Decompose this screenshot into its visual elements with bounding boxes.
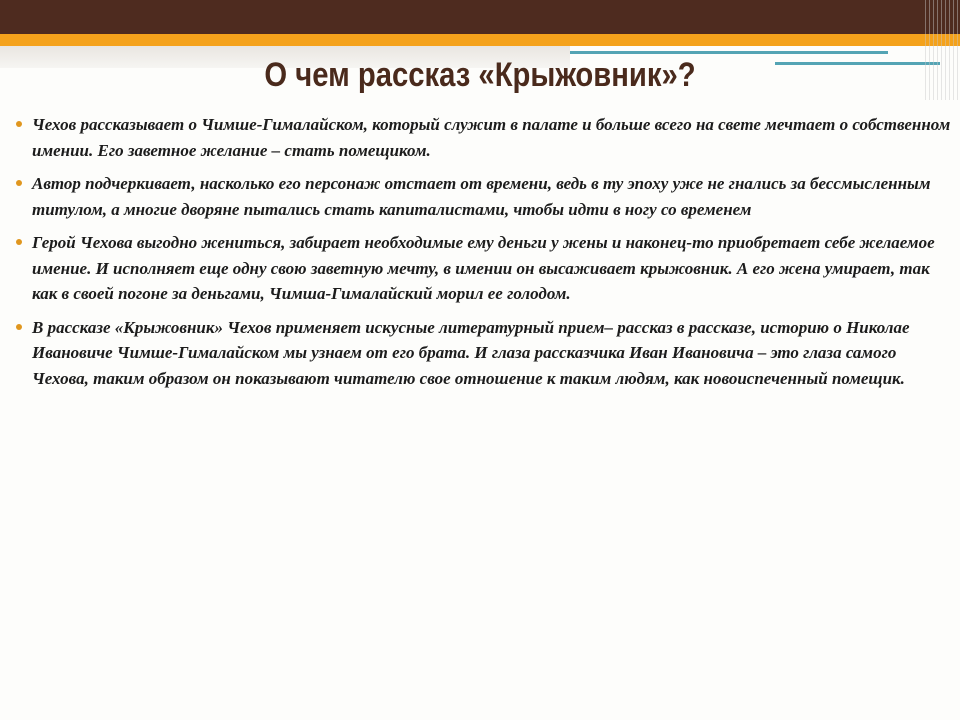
bullet-text: Автор подчеркивает, насколько его персонаж отстает от времени, ведь в ту эпоху уже не гнались за бессмысленным титулом, а многие дворяне пытались стать капиталистами, чтобы идти в ногу со временем xyxy=(32,174,931,219)
bullet-text: Герой Чехова выгодно жениться, забирает необходимые ему деньги у жены и наконец-то приобретает себе желаемое имение. И исполняет еще одну свою заветную мечту, в имении он высаживает крыжовник. А его жена умирает, так как в своей погоне за деньгами, Чимша-Гималайский морил ее голодом. xyxy=(32,233,935,303)
bullet-dot-icon xyxy=(16,239,22,245)
bullet-text: В рассказе «Крыжовник» Чехов применяет искусные литературный прием– рассказ в рассказе, историю о Николае Ивановиче Чимше-Гималайском мы узнаем от его брата. И глаза рассказчика Иван Ивановича – это глаза самого Чехова, таким образом он показывают читателю свое отношение к таким людям, как новоиспеченный помещик. xyxy=(32,317,910,388)
header-accent-band xyxy=(0,34,960,46)
bullet-item xyxy=(16,315,951,392)
bullet-list xyxy=(16,112,951,399)
bullet-item xyxy=(16,230,951,307)
decorative-teal-line xyxy=(775,62,940,65)
bullet-dot-icon xyxy=(16,121,22,127)
bullet-dot-icon xyxy=(16,324,22,330)
decorative-stripes xyxy=(922,0,960,100)
bullet-text: Чехов рассказывает о Чимше-Гималайском, который служит в палате и больше всего на свете мечтает о собственном имении. Его заветное желание – стать помещиком. xyxy=(32,115,951,160)
bullet-dot-icon xyxy=(16,180,22,186)
bullet-item xyxy=(16,112,951,163)
slide-title: О чем рассказ «Крыжовник»? xyxy=(264,56,696,94)
bullet-item xyxy=(16,171,951,222)
header-dark-band xyxy=(0,0,960,34)
